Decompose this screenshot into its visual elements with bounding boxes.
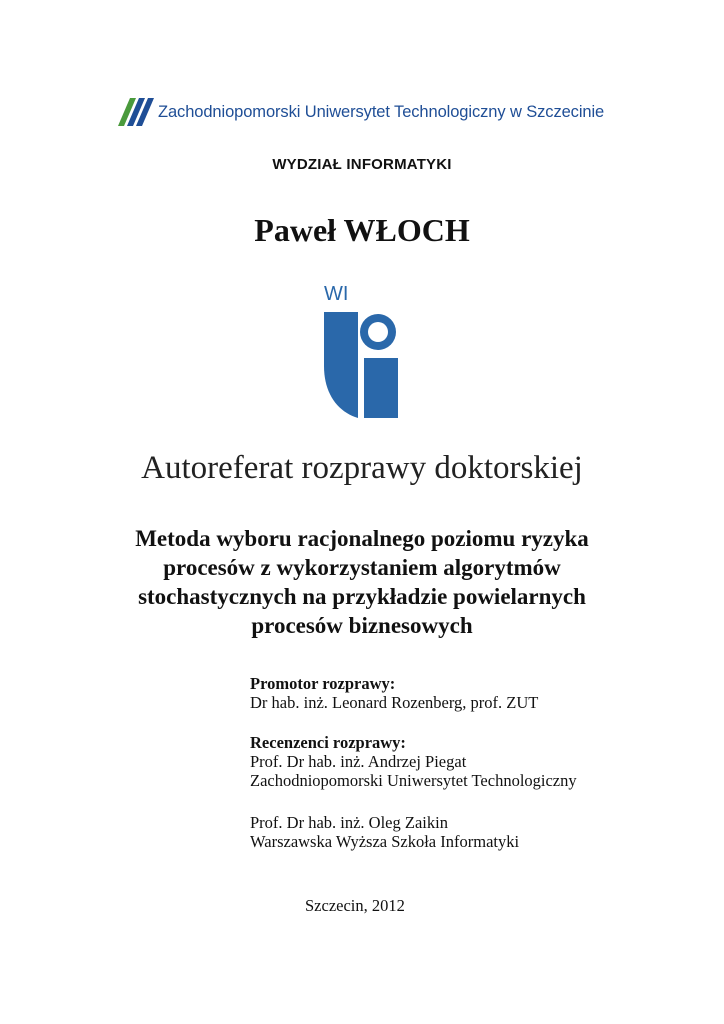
thesis-title-line: procesów z wykorzystaniem algorytmów [163,555,561,580]
reviewer-name: Prof. Dr hab. inż. Oleg Zaikin [250,813,448,832]
author-name: Paweł WŁOCH [254,212,470,248]
faculty-logo [318,278,408,422]
reviewer-affiliation: Warszawska Wyższa Szkoła Informatyki [250,832,520,851]
reviewers-block [250,733,577,790]
faculty-logo-u-shape [324,312,358,418]
university-name: Zachodniopomorski Uniwersytet Technologiczny w Szczecinie [158,102,605,121]
promotor-block [250,674,538,712]
reviewer-name: Prof. Dr hab. inż. Andrzej Piegat [250,752,467,771]
thesis-title-line: stochastycznych na przykładzie powielarnych [138,584,586,609]
zut-logo [118,98,154,126]
university-header [118,96,604,128]
document-type: Autoreferat rozprawy doktorskiej [141,450,583,486]
faculty-logo-text: WI [324,283,349,305]
promotor-name: Dr hab. inż. Leonard Rozenberg, prof. ZUT [250,693,539,712]
reviewers-label: Recenzenci rozprawy: [250,733,406,752]
thesis-title-line: Metoda wyboru racjonalnego poziomu ryzyka [135,526,589,551]
reviewer-affiliation: Zachodniopomorski Uniwersytet Technologiczny [250,771,577,790]
reviewer-block [250,813,519,851]
place-date: Szczecin, 2012 [305,896,405,915]
promotor-label: Promotor rozprawy: [250,674,396,693]
thesis-title [60,524,664,640]
thesis-title-line: procesów biznesowych [251,613,473,638]
faculty-name: WYDZIAŁ INFORMATYKI [272,156,452,173]
faculty-logo-i-stem [364,358,398,418]
